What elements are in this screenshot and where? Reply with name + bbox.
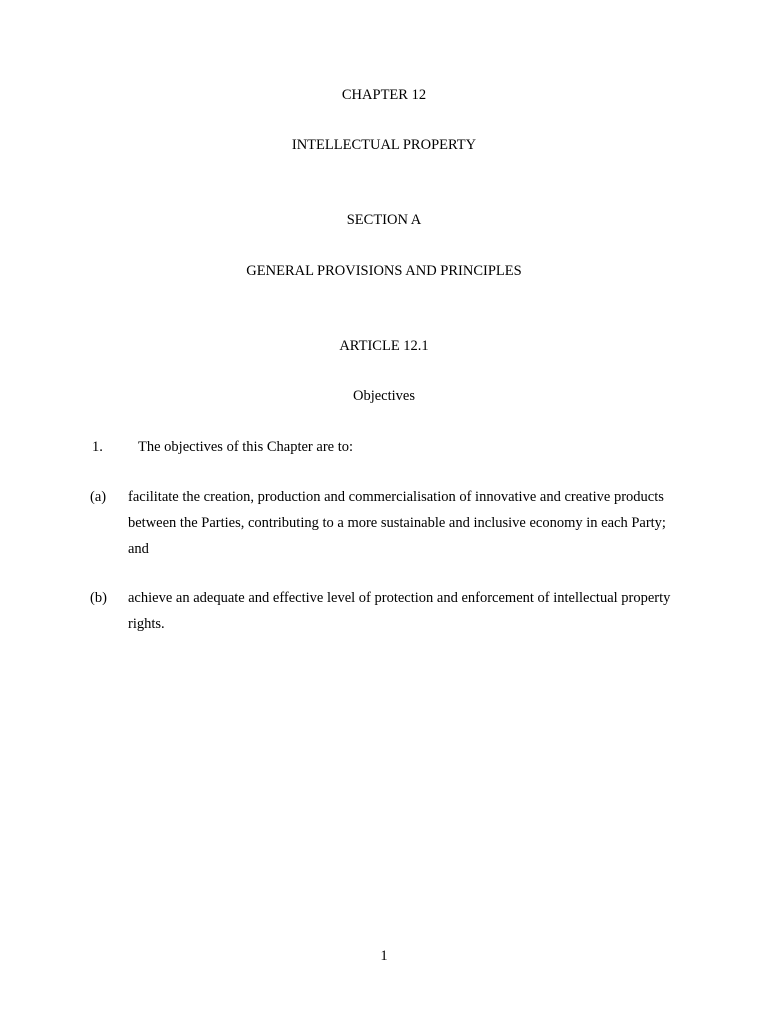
article-title: Objectives <box>352 388 415 404</box>
section-heading: SECTION A <box>346 212 422 228</box>
chapter-title: INTELLECTUAL PROPERTY <box>291 137 477 153</box>
list-item-text: achieve an adequate and effective level of protection and enforcement of intellectual property rights. <box>128 590 671 632</box>
paragraph-text: The objectives of this Chapter are to: <box>138 439 354 455</box>
article-heading: ARTICLE 12.1 <box>339 338 429 354</box>
paragraph-number: 1. <box>92 439 103 455</box>
chapter-heading: CHAPTER 12 <box>341 87 427 103</box>
list-item-text: facilitate the creation, production and commercialisation of innovative and creative products between the Parties, contributing to a more sustainable and inclusive economy in each Party; and <box>128 489 666 557</box>
list-item-label: (b) <box>90 590 107 606</box>
list-item-label: (a) <box>90 489 107 505</box>
section-title: GENERAL PROVISIONS AND PRINCIPLES <box>246 263 522 279</box>
page-number: 1 <box>380 948 388 964</box>
